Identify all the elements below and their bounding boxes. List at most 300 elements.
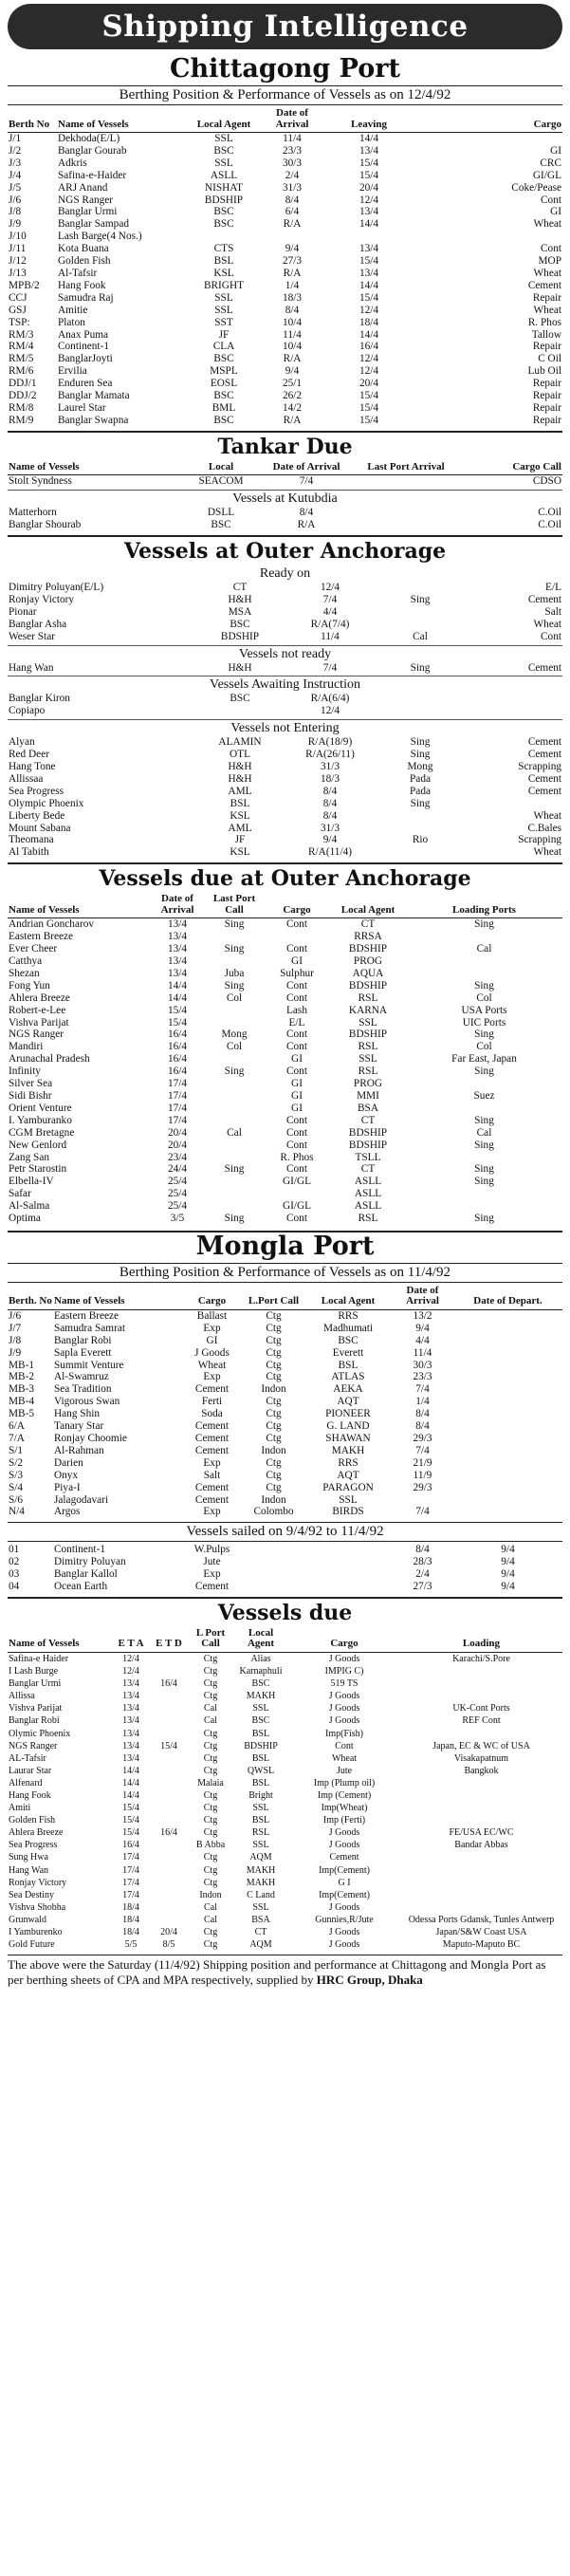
table-cell — [150, 1702, 188, 1714]
column-header: Last Port Call — [205, 893, 264, 918]
table-row — [8, 519, 562, 531]
table-cell — [406, 1200, 562, 1213]
table-cell: Cement — [527, 736, 561, 749]
table-cell: BSA — [251, 1914, 270, 1925]
table-cell: Col — [226, 1041, 243, 1053]
table-cell: Ronjay Victory — [9, 593, 75, 605]
table-cell: GI — [291, 1078, 303, 1090]
page — [8, 4, 562, 1988]
table-cell: AML — [228, 785, 252, 797]
table-cell: 5/5 — [124, 1939, 138, 1951]
table-cell: 17/4 — [122, 1852, 139, 1863]
table-cell: BSC — [213, 414, 234, 426]
table-cell: Cement — [194, 1383, 230, 1396]
table-cell: Stolt Syndness — [9, 475, 72, 488]
table-cell: Olymic Phoenix — [9, 1728, 71, 1739]
column-header: Loading — [400, 1627, 562, 1653]
table-cell — [406, 955, 562, 968]
table-cell — [349, 475, 463, 488]
table-cell: 14/4 — [122, 1777, 139, 1788]
table-cell: R/A(18/9) — [307, 736, 353, 749]
table-cell: Ctg — [266, 1420, 282, 1433]
table-cell: 26/2 — [282, 390, 303, 402]
table-cell: Wheat — [331, 1752, 358, 1764]
table-cell: 28/3 — [413, 1556, 432, 1568]
table-cell: Sea Tradition — [54, 1383, 112, 1396]
table-row — [8, 243, 562, 255]
table-cell: Robert-e-Lee — [9, 1004, 66, 1016]
table-cell: Ctg — [203, 1852, 218, 1863]
table-cell: 18/4 — [122, 1901, 139, 1913]
table-cell: Onyx — [54, 1469, 79, 1481]
chittagong-berthing-title: Berthing Position & Performance of Vessels as on 12/4/92 — [8, 85, 562, 105]
table-cell: J Goods — [328, 1715, 360, 1727]
table-cell: Banglar Kiron — [9, 693, 70, 705]
table-row — [8, 1877, 562, 1889]
table-cell: Laurar Star — [9, 1765, 52, 1776]
table-cell — [453, 1433, 562, 1445]
table-row — [8, 1926, 562, 1938]
table-cell: S/6 — [9, 1493, 24, 1506]
table-cell: 4/4 — [322, 605, 338, 618]
table-cell: REF Cont — [462, 1715, 501, 1727]
table-cell: Mong — [221, 1029, 248, 1041]
table-row — [8, 705, 562, 717]
table-cell: Lash — [286, 1004, 307, 1016]
table-cell: Sing — [410, 736, 431, 749]
table-cell: SSL — [252, 1703, 269, 1714]
table-cell: 13/4 — [359, 144, 379, 157]
table-cell: 14/4 — [359, 328, 379, 341]
ready-title: Ready on — [259, 565, 311, 581]
column-header: Cargo Call — [463, 461, 562, 475]
table-cell: Ctg — [266, 1322, 282, 1334]
table-cell: 13/4 — [122, 1703, 139, 1714]
table-row — [8, 773, 562, 786]
table-cell — [150, 1802, 188, 1814]
table-cell: H&H — [228, 593, 252, 605]
column-header: Date of Depart. — [453, 1285, 562, 1310]
table-cell: KARNA — [348, 1004, 388, 1016]
table-cell: Exp — [203, 1568, 221, 1581]
table-cell — [377, 582, 463, 594]
mongla-berthing-table — [8, 1285, 562, 1518]
table-cell — [150, 1889, 188, 1901]
table-cell: RSL — [358, 991, 378, 1004]
table-cell: 11/4 — [413, 1346, 432, 1359]
table-cell: 8/4 — [415, 1544, 430, 1556]
table-cell: Continent-1 — [54, 1544, 105, 1556]
table-cell: Cont — [286, 979, 307, 991]
table-cell: Colombo — [253, 1506, 294, 1518]
table-cell: Sing — [474, 1066, 494, 1078]
table-cell: Cement — [329, 1852, 359, 1863]
table-cell: BDSHIP — [220, 630, 260, 642]
table-cell — [377, 846, 463, 859]
table-cell: C.Oil — [538, 507, 561, 519]
table-cell: 14/4 — [122, 1765, 139, 1776]
table-cell: Weser Star — [9, 630, 55, 642]
due-outer-title: Vessels due at Outer Anchorage — [8, 862, 562, 891]
table-cell: 17/4 — [122, 1889, 139, 1900]
table-cell — [400, 1802, 562, 1814]
table-row — [8, 378, 562, 390]
table-cell: RM/4 — [9, 341, 34, 353]
table-row — [8, 206, 562, 218]
table-cell: Ctg — [203, 1827, 218, 1839]
column-header: Date of Arrival — [264, 461, 349, 475]
table-row — [8, 231, 562, 243]
table-cell: TSLL — [355, 1151, 381, 1163]
table-cell: Cal — [476, 943, 492, 955]
table-cell: Jute — [336, 1765, 353, 1776]
table-cell — [400, 1789, 562, 1802]
table-cell: Eastern Breeze — [54, 1309, 120, 1322]
table-cell — [400, 1690, 562, 1702]
table-cell: Imp(Fish) — [325, 1728, 363, 1739]
table-cell: Ctg — [266, 1481, 282, 1493]
mongla-due-title: Vessels due — [8, 1597, 562, 1625]
table-cell: CT — [360, 1163, 376, 1176]
table-row — [8, 1041, 562, 1053]
chittagong-title: Chittagong Port — [170, 54, 400, 83]
table-cell: Wheat — [533, 267, 561, 279]
table-cell: Imp(Wheat) — [321, 1803, 368, 1814]
table-cell: Bright — [248, 1790, 273, 1801]
table-cell: AEKA — [333, 1383, 363, 1396]
table-cell: Platon — [58, 316, 85, 328]
table-cell: 16/4 — [167, 1029, 188, 1041]
table-cell: 13/4 — [122, 1678, 139, 1690]
table-cell: Repair — [532, 291, 561, 304]
table-cell: AQM — [249, 1852, 272, 1863]
column-header: L Port Call — [188, 1627, 233, 1653]
table-cell: SSL — [214, 157, 233, 169]
table-cell: Hang Tone — [9, 761, 56, 773]
table-cell: BIRDS — [332, 1506, 364, 1518]
table-cell: 519 TS — [330, 1678, 359, 1690]
table-cell: Ctg — [203, 1877, 218, 1888]
table-row — [8, 749, 562, 761]
table-cell: Ctg — [203, 1740, 218, 1751]
table-cell: Pada — [410, 772, 431, 785]
table-cell: 13/2 — [413, 1309, 432, 1322]
table-cell: Sidi Bishr — [9, 1089, 52, 1102]
column-header: Name of Vessels — [8, 893, 150, 918]
table-cell: R/A(7/4) — [310, 618, 350, 630]
table-cell: CTS — [213, 243, 234, 255]
table-cell: BSC — [213, 206, 234, 218]
table-cell: SSL — [252, 1840, 269, 1851]
table-cell: SSL — [252, 1901, 269, 1913]
column-header: Local Agent — [304, 1285, 392, 1310]
table-cell: Cement — [194, 1433, 230, 1444]
table-cell: Vishva Shobha — [9, 1901, 66, 1913]
table-cell: Repair — [532, 401, 561, 414]
table-cell: Imp(Cement) — [319, 1889, 370, 1900]
due-outer-table — [8, 893, 562, 1225]
table-cell: AQM — [249, 1939, 272, 1951]
table-row — [8, 1506, 562, 1518]
table-cell: Amiti — [9, 1803, 31, 1814]
column-header: Cargo — [288, 1627, 400, 1653]
table-cell: RSL — [358, 1213, 378, 1225]
table-cell: Banglar Robi — [9, 1715, 60, 1727]
table-cell — [150, 1814, 188, 1826]
table-row — [8, 1090, 562, 1103]
table-cell: Cont — [541, 243, 561, 255]
table-cell: RRS — [338, 1456, 359, 1469]
table-row — [8, 968, 562, 980]
table-row — [8, 329, 562, 342]
table-cell: Ctg — [203, 1691, 218, 1702]
table-row — [8, 1005, 562, 1017]
column-header: Berth No — [8, 107, 57, 133]
table-cell: MSA — [228, 605, 252, 618]
table-cell: BSC — [213, 218, 234, 231]
table-cell: H&H — [228, 772, 252, 785]
table-cell: J/1 — [9, 133, 22, 144]
table-cell: PROG — [353, 1078, 383, 1090]
table-cell: CDSO — [532, 475, 561, 488]
table-cell: Gold Future — [9, 1939, 55, 1951]
tankar-table — [8, 461, 562, 488]
table-cell: SSL — [339, 1493, 358, 1506]
table-cell: J Goods — [328, 1653, 360, 1664]
table-cell: Cont — [541, 630, 561, 642]
table-cell: 15/4 — [359, 390, 379, 402]
table-cell: Allissa — [9, 1691, 35, 1702]
table-cell: C Oil — [538, 353, 561, 365]
table-cell: Pada — [410, 785, 431, 797]
table-cell: J/11 — [9, 243, 27, 255]
table-cell: ASLL — [354, 1188, 382, 1200]
table-cell: BSL — [251, 1777, 270, 1788]
table-cell: Sing — [224, 1163, 245, 1176]
table-cell: GI — [291, 1053, 303, 1066]
table-cell: Sea Destiny — [9, 1889, 55, 1900]
table-cell: Ctg — [266, 1309, 282, 1322]
table-cell: Japan/S&W Coast USA — [435, 1927, 527, 1938]
table-cell: Ctg — [266, 1433, 282, 1444]
table-cell: RSL — [358, 1041, 378, 1053]
table-cell — [326, 231, 412, 243]
table-cell: 9/4 — [501, 1581, 515, 1593]
ready-table — [8, 582, 562, 643]
table-cell: J/10 — [9, 231, 27, 243]
table-cell — [243, 1556, 304, 1568]
table-cell: Red Deer — [9, 749, 49, 761]
table-cell: 7/4 — [322, 661, 338, 674]
table-cell: MB-3 — [9, 1383, 34, 1396]
table-cell — [377, 705, 463, 717]
table-cell: J/8 — [9, 206, 22, 218]
table-cell: Sing — [474, 918, 494, 931]
table-cell: R/A(26/11) — [305, 749, 355, 761]
table-cell: AML — [228, 822, 252, 834]
table-cell — [205, 1090, 264, 1103]
table-cell: J/13 — [9, 267, 27, 279]
table-cell: Golden Fish — [9, 1815, 56, 1826]
table-cell: J Goods — [328, 1827, 360, 1839]
table-cell: 16/4 — [122, 1840, 139, 1851]
kutubdia-title: Vessels at Kutubdia — [8, 490, 562, 507]
table-cell: BRIGHT — [203, 279, 245, 291]
table-row — [8, 475, 562, 488]
table-cell: 02 — [9, 1556, 20, 1568]
table-cell: Banglar Sampad — [58, 218, 129, 231]
table-row — [8, 823, 562, 835]
table-cell: BSL — [338, 1359, 359, 1371]
table-cell: 11/4 — [283, 328, 302, 341]
table-cell: Banglar Swapna — [58, 414, 129, 426]
table-row — [8, 507, 562, 519]
table-cell — [453, 1506, 562, 1518]
table-cell — [392, 1494, 453, 1507]
table-cell: AQT — [337, 1469, 359, 1481]
table-cell: 20/4 — [167, 1126, 188, 1139]
table-cell: Indon — [261, 1444, 286, 1456]
table-cell: 13/4 — [167, 918, 188, 931]
table-cell: GI — [206, 1334, 218, 1346]
table-cell: J Goods — [328, 1840, 360, 1851]
table-cell: I Lash Burge — [9, 1666, 59, 1677]
table-cell — [400, 1864, 562, 1877]
table-cell: 7/4 — [299, 475, 314, 488]
table-cell: Sapla Everett — [54, 1346, 112, 1359]
table-cell: Cement — [527, 749, 561, 761]
table-cell: Indon — [199, 1889, 222, 1900]
table-cell: Sing — [224, 1066, 245, 1078]
table-cell: Ronjay Choomie — [54, 1433, 127, 1444]
table-cell: 23/4 — [167, 1151, 188, 1163]
table-cell: R. Phos — [280, 1151, 314, 1163]
table-row — [8, 631, 562, 643]
table-cell: Ctg — [266, 1396, 282, 1408]
table-cell: RM/9 — [9, 414, 34, 426]
table-cell: NGS Ranger — [9, 1029, 64, 1041]
table-cell: 9/4 — [501, 1544, 515, 1556]
table-cell: MMI — [357, 1089, 379, 1102]
table-cell — [150, 1652, 188, 1665]
table-cell: Odessa Ports Gdansk, Tunles Antwerp — [408, 1914, 555, 1925]
table-cell: 15/4 — [122, 1815, 139, 1826]
table-cell: Col — [476, 1041, 492, 1053]
table-cell: Optima — [9, 1213, 41, 1225]
table-cell: 8/4 — [285, 304, 300, 316]
table-cell: 25/4 — [167, 1176, 188, 1188]
column-header: E T D — [150, 1627, 188, 1653]
table-cell: 16/4 — [160, 1827, 177, 1839]
table-cell: Cont — [286, 918, 307, 931]
table-cell: BML — [211, 401, 236, 414]
table-cell: 15/4 — [359, 401, 379, 414]
table-cell: 18/4 — [359, 316, 379, 328]
table-cell: Sung Hwa — [9, 1852, 48, 1863]
table-row — [8, 1544, 562, 1556]
table-cell: Jute — [203, 1556, 221, 1568]
table-row — [8, 1901, 562, 1914]
table-cell: SST — [214, 316, 233, 328]
table-cell — [205, 1078, 264, 1090]
table-cell: KSL — [213, 267, 234, 279]
table-cell: 7/4 — [415, 1383, 430, 1396]
table-cell: 21/9 — [413, 1456, 432, 1469]
table-cell: 25/1 — [282, 378, 303, 390]
table-row — [8, 1864, 562, 1877]
table-cell: Vishva Parijat — [9, 1703, 63, 1714]
table-cell: Repair — [532, 341, 561, 353]
table-cell: MAKH — [246, 1877, 276, 1888]
table-cell: 16/4 — [359, 341, 379, 353]
table-row — [8, 1702, 562, 1714]
table-cell: 13/4 — [122, 1740, 139, 1751]
table-cell — [406, 1188, 562, 1200]
mongla-title: Mongla Port — [8, 1231, 562, 1261]
table-cell: Alfenard — [9, 1777, 43, 1788]
table-cell: J/5 — [9, 181, 22, 194]
table-cell: MPB/2 — [9, 279, 40, 291]
table-cell: 12/4 — [359, 304, 379, 316]
table-cell: Ahlera Breeze — [9, 1827, 64, 1839]
table-cell — [400, 1777, 562, 1789]
table-cell — [205, 931, 264, 943]
table-cell: R/A — [283, 353, 302, 365]
table-cell: J Goods — [328, 1691, 360, 1702]
table-cell: 7/4 — [322, 593, 338, 605]
table-row — [8, 1408, 562, 1420]
table-cell: Al-Tafsir — [58, 267, 98, 279]
table-cell: 4/4 — [415, 1334, 430, 1346]
table-cell: Copiapo — [9, 705, 46, 717]
table-cell: Cont — [286, 1114, 307, 1126]
table-cell: MAKH — [246, 1691, 276, 1702]
table-cell: PIONEER — [325, 1408, 371, 1420]
table-cell: R/A(6/4) — [310, 693, 350, 705]
table-cell: BSL — [230, 797, 250, 809]
table-cell: BSC — [230, 618, 250, 630]
table-cell: SSL — [214, 304, 233, 316]
table-row — [8, 1347, 562, 1360]
table-cell: 8/4 — [322, 785, 338, 797]
table-cell: Ctg — [203, 1678, 218, 1690]
table-row — [8, 619, 562, 631]
outer-anchorage-title: Vessels at Outer Anchorage — [8, 535, 562, 564]
table-cell: Ctg — [266, 1334, 282, 1346]
table-cell — [150, 1777, 188, 1789]
table-cell: Matterhorn — [9, 507, 57, 519]
table-cell: SSL — [214, 291, 233, 304]
table-cell: Grunwald — [9, 1914, 46, 1925]
table-cell — [400, 1814, 562, 1826]
table-cell: 31/3 — [320, 761, 340, 773]
table-cell — [150, 1714, 188, 1727]
table-cell: 15/4 — [359, 414, 379, 426]
table-cell — [453, 1347, 562, 1360]
table-cell: 15/4 — [359, 157, 379, 169]
table-cell: 18/4 — [122, 1914, 139, 1925]
table-cell: C.Bales — [527, 822, 561, 834]
table-row — [8, 1470, 562, 1482]
table-cell: 9/4 — [501, 1556, 515, 1568]
table-cell: Ctg — [203, 1666, 218, 1677]
table-cell: Gunnies,R/Jute — [315, 1914, 374, 1925]
table-cell: 2/4 — [285, 169, 300, 181]
table-cell: UIC Ports — [462, 1016, 506, 1029]
table-cell: J/2 — [9, 144, 22, 157]
table-cell: N/4 — [9, 1506, 25, 1518]
table-row — [8, 1309, 562, 1322]
